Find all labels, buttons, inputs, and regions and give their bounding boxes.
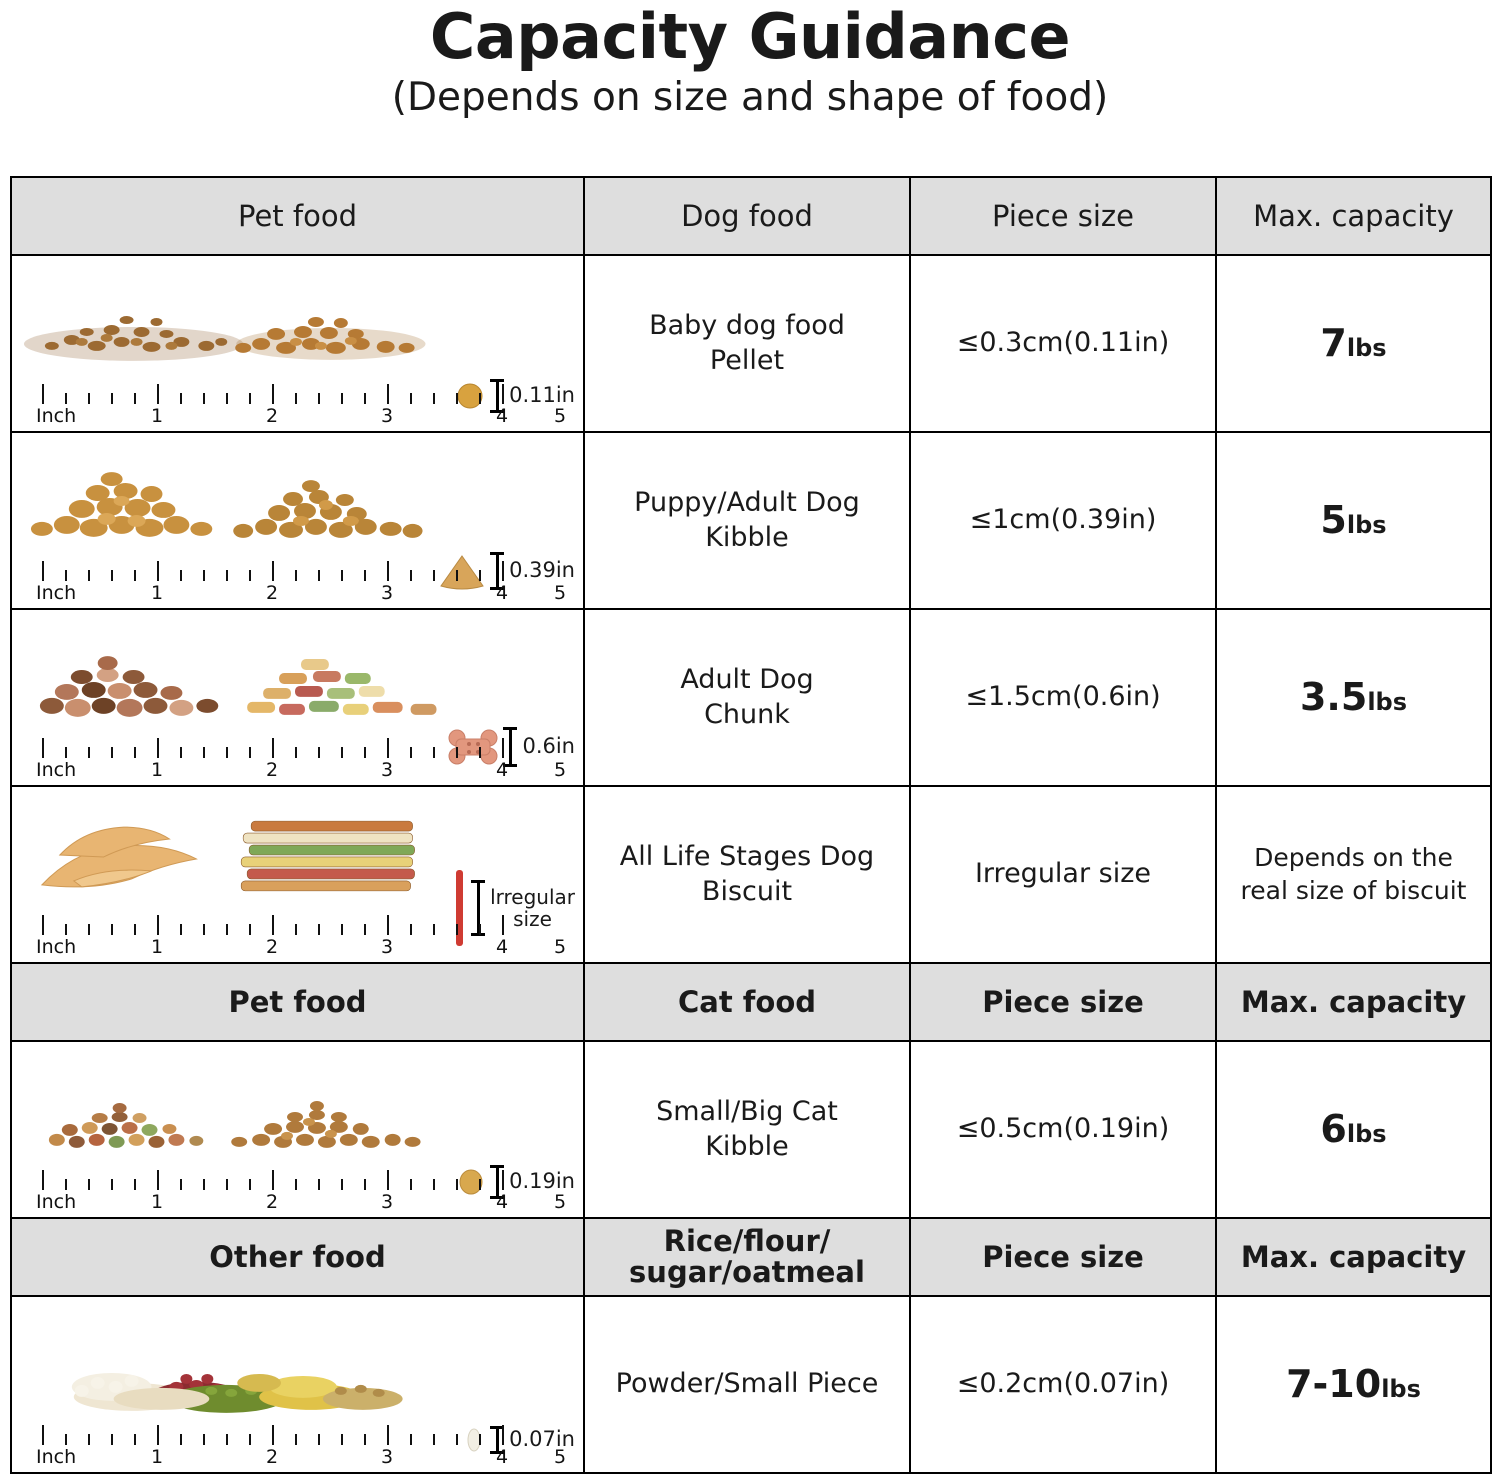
ruler-labels <box>36 935 567 958</box>
food-name-line1: Powder/Small Piece <box>615 1368 879 1400</box>
ruler-labels <box>36 758 567 781</box>
capacity-value: 6 <box>1320 1106 1347 1151</box>
ruler-mark: 1 <box>150 1191 164 1213</box>
ruler-mark: 2 <box>265 405 279 427</box>
food-name-line1: Baby dog food <box>649 309 845 341</box>
capacity-table <box>10 176 1492 1474</box>
header-pet-food: Pet food <box>11 177 584 255</box>
ruler-mark: 2 <box>265 1446 279 1468</box>
table-row <box>11 786 1491 963</box>
capacity-unit: lbs <box>1346 1119 1387 1148</box>
food-name-cell <box>584 432 910 609</box>
food-name-cell <box>584 786 910 963</box>
piece-sample-label: 0.11in <box>509 383 575 408</box>
ruler <box>36 382 567 428</box>
ruler-ticks <box>40 736 565 758</box>
ruler-mark: 3 <box>380 1191 394 1213</box>
capacity-value: 7 <box>1320 320 1347 365</box>
ruler-mark: 5 <box>553 759 567 781</box>
food-name-line2: Kibble <box>705 521 789 553</box>
piece-size-cell: ≤1.5cm(0.6in) <box>910 609 1216 786</box>
food-name-line1: Puppy/Adult Dog <box>634 486 860 518</box>
kibble-photo <box>12 439 583 559</box>
capacity-cell <box>1216 255 1491 432</box>
ruler-labels <box>36 404 567 427</box>
food-name-line2: Kibble <box>705 1130 789 1162</box>
ruler-unit-label: Inch <box>36 1446 77 1468</box>
ruler-unit-label: Inch <box>36 936 77 958</box>
ruler-mark: 3 <box>380 936 394 958</box>
food-name-cell <box>584 1296 910 1473</box>
food-name-line2: Chunk <box>704 698 790 730</box>
ruler-mark: 5 <box>553 582 567 604</box>
food-image-cell <box>11 786 584 963</box>
table-row <box>11 1041 1491 1218</box>
ruler <box>36 913 567 959</box>
ruler-labels <box>36 1190 567 1213</box>
food-name-line1: Adult Dog <box>680 663 814 695</box>
ruler <box>36 1168 567 1214</box>
ruler <box>36 736 567 782</box>
cat-kibble-photo <box>12 1048 583 1168</box>
ruler <box>36 1423 567 1469</box>
piece-sample-label-line2: size <box>513 907 552 931</box>
ruler-unit-label: Inch <box>36 405 77 427</box>
ruler-ticks <box>40 1423 565 1445</box>
capacity-cell <box>1216 609 1491 786</box>
ruler-mark: 3 <box>380 582 394 604</box>
capacity-cell <box>1216 1296 1491 1473</box>
piece-size-cell: ≤0.3cm(0.11in) <box>910 255 1216 432</box>
ruler-mark: 3 <box>380 405 394 427</box>
food-image-cell <box>11 1296 584 1473</box>
capacity-value: 7-10 <box>1286 1361 1382 1406</box>
header-other-food: Other food <box>11 1218 584 1296</box>
food-image-cell <box>11 609 584 786</box>
header-dog-food: Dog food <box>584 177 910 255</box>
capacity-text-line1: Depends on the <box>1254 843 1453 872</box>
ruler-ticks <box>40 382 565 404</box>
header-piece-size: Piece size <box>910 963 1216 1041</box>
ruler-mark: 4 <box>495 936 509 958</box>
food-name-line2: Pellet <box>709 344 785 376</box>
ruler-mark: 4 <box>495 1191 509 1213</box>
capacity-unit: lbs <box>1346 510 1387 539</box>
ruler-mark: 2 <box>265 582 279 604</box>
ruler-mark: 5 <box>553 1191 567 1213</box>
piece-sample-label: 0.39in <box>509 558 575 583</box>
food-name-line2: Biscuit <box>701 875 793 907</box>
piece-size-cell: ≤0.5cm(0.19in) <box>910 1041 1216 1218</box>
header-max-capacity: Max. capacity <box>1216 177 1491 255</box>
header-piece-size: Piece size <box>910 177 1216 255</box>
page-header <box>0 0 1500 120</box>
ruler-mark: 4 <box>495 405 509 427</box>
header-rice-flour-line1: Rice/flour/ <box>663 1223 831 1258</box>
ruler-unit-label: Inch <box>36 582 77 604</box>
pellet-photo <box>12 262 583 382</box>
ruler-labels <box>36 1445 567 1468</box>
section-header-cat <box>11 963 1491 1041</box>
capacity-table-wrapper <box>10 176 1490 1474</box>
ruler-mark: 2 <box>265 1191 279 1213</box>
capacity-unit: lbs <box>1346 333 1387 362</box>
ruler-unit-label: Inch <box>36 1191 77 1213</box>
ruler <box>36 559 567 605</box>
grains-photo <box>12 1303 583 1423</box>
piece-sample-label-line1: lrregular <box>490 884 575 909</box>
header-max-capacity: Max. capacity <box>1216 1218 1491 1296</box>
section-header-other <box>11 1218 1491 1296</box>
ruler-ticks <box>40 1168 565 1190</box>
capacity-cell <box>1216 786 1491 963</box>
header-rice-flour-line2: sugar/oatmeal <box>629 1255 865 1289</box>
piece-size-cell: Irregular size <box>910 786 1216 963</box>
capacity-unit: lbs <box>1381 1374 1421 1403</box>
piece-sample-label: 0.6in <box>522 734 575 759</box>
ruler-mark: 4 <box>495 1446 509 1468</box>
food-name-cell <box>584 255 910 432</box>
ruler-mark: 4 <box>495 759 509 781</box>
section-header-dog <box>11 177 1491 255</box>
page-title: Capacity Guidance <box>429 0 1071 73</box>
ruler-mark: 2 <box>265 759 279 781</box>
capacity-cell <box>1216 1041 1491 1218</box>
ruler-mark: 5 <box>553 936 567 958</box>
food-image-cell <box>11 432 584 609</box>
header-rice-flour <box>584 1218 910 1296</box>
food-name-cell <box>584 609 910 786</box>
ruler-ticks <box>40 913 565 935</box>
ruler-mark: 5 <box>553 1446 567 1468</box>
header-max-capacity: Max. capacity <box>1216 963 1491 1041</box>
page-subtitle: (Depends on size and shape of food) <box>391 75 1109 121</box>
food-name-line1: All Life Stages Dog <box>619 840 875 872</box>
food-name-line1: Small/Big Cat <box>656 1095 838 1127</box>
ruler-mark: 1 <box>150 405 164 427</box>
ruler-mark: 3 <box>380 1446 394 1468</box>
table-row <box>11 1296 1491 1473</box>
capacity-value: 5 <box>1320 497 1347 542</box>
chunk-photo <box>12 616 583 736</box>
ruler-labels <box>36 581 567 604</box>
food-image-cell <box>11 1041 584 1218</box>
piece-sample-label: 0.19in <box>509 1169 575 1194</box>
ruler-mark: 1 <box>150 759 164 781</box>
ruler-ticks <box>40 559 565 581</box>
capacity-unit: lbs <box>1367 687 1408 716</box>
header-piece-size: Piece size <box>910 1218 1216 1296</box>
capacity-value: 3.5 <box>1299 674 1368 719</box>
food-image-cell <box>11 255 584 432</box>
table-row <box>11 255 1491 432</box>
ruler-mark: 5 <box>553 405 567 427</box>
table-row <box>11 609 1491 786</box>
capacity-cell <box>1216 432 1491 609</box>
ruler-mark: 2 <box>265 936 279 958</box>
piece-sample-label: 0.07in <box>509 1427 575 1452</box>
ruler-mark: 1 <box>150 936 164 958</box>
ruler-mark: 1 <box>150 582 164 604</box>
table-row <box>11 432 1491 609</box>
ruler-unit-label: Inch <box>36 759 77 781</box>
header-cat-food: Cat food <box>584 963 910 1041</box>
capacity-text-line2: real size of biscuit <box>1240 875 1467 905</box>
food-name-cell <box>584 1041 910 1218</box>
ruler-mark: 3 <box>380 759 394 781</box>
piece-size-cell: ≤1cm(0.39in) <box>910 432 1216 609</box>
header-pet-food: Pet food <box>11 963 584 1041</box>
piece-size-cell: ≤0.2cm(0.07in) <box>910 1296 1216 1473</box>
ruler-mark: 4 <box>495 582 509 604</box>
ruler-mark: 1 <box>150 1446 164 1468</box>
